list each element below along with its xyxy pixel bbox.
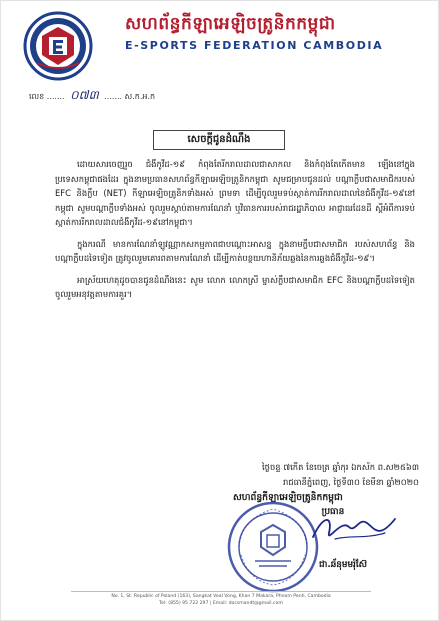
date-block xyxy=(197,460,419,490)
signer-name: ជា.ឆ័នុមមរ៉ុស៊ែ xyxy=(319,560,368,570)
body-paragraph xyxy=(55,157,415,230)
org-name-english: E-SPORTS FEDERATION CAMBODIA xyxy=(125,39,384,52)
signature-org-name: សហព័ន្ធកីឡាអេឡិចត្រូនិកកម្ពុជា xyxy=(233,492,343,503)
date-solar: រាជធានីភ្នំពេញ, ថ្ងៃទី៣០ ខែមីនា ឆ្នាំ២០២០ xyxy=(283,477,419,487)
footer-divider xyxy=(71,591,371,592)
body-paragraph xyxy=(55,237,415,266)
reference-label: លេខ xyxy=(29,92,45,101)
esports-federation-logo-icon xyxy=(23,11,93,81)
body-paragraph xyxy=(55,273,415,302)
reference-line: លេខ ....... ០៧៣ ....... ស.ក.អ.ក xyxy=(29,88,156,102)
signature-role: ប្រធាន xyxy=(321,507,345,517)
letter-body xyxy=(55,157,415,309)
paragraph-text: ដោយសារចេញរួច ជំងឺកូវីដ-១៩ កំពុងតែរីករាលដាលជាសាកល និងកំពុងតែកើតមាន ឡើងនៅក្នុងប្រទេសកម្ពុជាផងដែរ ក្នុងនាមប្រធានសហព័ន្ធកីឡាអេឡិចត្រូនិកកម្ពុជា សូមជម្រាបជូនដល់ បណ្តាក្លឹបជាសមាជិករបស់ EFC និងក្លឹប (NET) កីឡាអេឡិចត្រូនិកទាំងអស់ ព្រមទា ដើម្បីចូលរួមទប់ស្កាត់ការរីករាលដាលនៃជំងឺកូវីដ-១៩នៅកម្ពុជា សូមបណ្តាក្លឹបទាំងអស់ ចូលរួមស្តាប់តាមការណែនាំ ឬវិធានការរបស់រាជរដ្ឋាភិបាល អាជ្ញាធរដែនដី ស្តីអំពីការទប់ស្កាត់ការរីករាលដាលជំងឺកូវីដ-១៩នៅកម្ពុជា។ xyxy=(55,159,415,227)
handwritten-signature-icon xyxy=(305,509,405,549)
org-name-khmer: សហព័ន្ធកីឡាអេឡិចត្រូនិកកម្ពុជា xyxy=(125,14,336,34)
footer-address: No. 1, St. Republic of Poland (163), Sangkat Veal Vong, Khan 7 Makara, Phnom Penh, Cambodia xyxy=(111,594,331,599)
date-lunar: ថ្ងៃចន្ទ ៧កើត ខែចេត្រ ឆ្នាំកុរ ឯកស័ក ព.ស២៥៦៣ xyxy=(261,462,419,472)
reference-number: ០៧៣ xyxy=(70,88,99,102)
footer-contact: Tel: (855) 95 722 297 | Email: docsmandt@gmail.com xyxy=(159,601,283,606)
letter-footer xyxy=(41,593,401,607)
paragraph-text: ក្នុងករណី មានការណែនាំឡូវណ្ណាកសកម្មភាពជាបណ្តោះអាសន្ន ក្នុងនាមក្លឹបជាសមាជិក របស់សហព័ន្ធ និងបណ្តាក្លឹបដទៃទៀត ត្រូវចូលរួមគោរពតាមការណែនាំ ដើម្បីកាត់បន្ថយហានិភ័យឆ្លងនៃការឆ្លងជំងឺកូវីដ-១៩។ xyxy=(55,238,415,263)
paragraph-text: អាស្រ័យហេតុដូចបានជូនដំណឹងនេះ សូម លោក លោកស្រី ម្ចាស់ក្លឹបជាសមាជិក EFC និងបណ្តាក្លឹបដទៃទៀត ចូលរួមអនុវត្តតាមការគួរ។ xyxy=(55,274,415,299)
notice-title: សេចក្តីជូនដំណឹង xyxy=(153,130,285,150)
reference-suffix: ស.ក.អ.ក xyxy=(124,92,156,101)
